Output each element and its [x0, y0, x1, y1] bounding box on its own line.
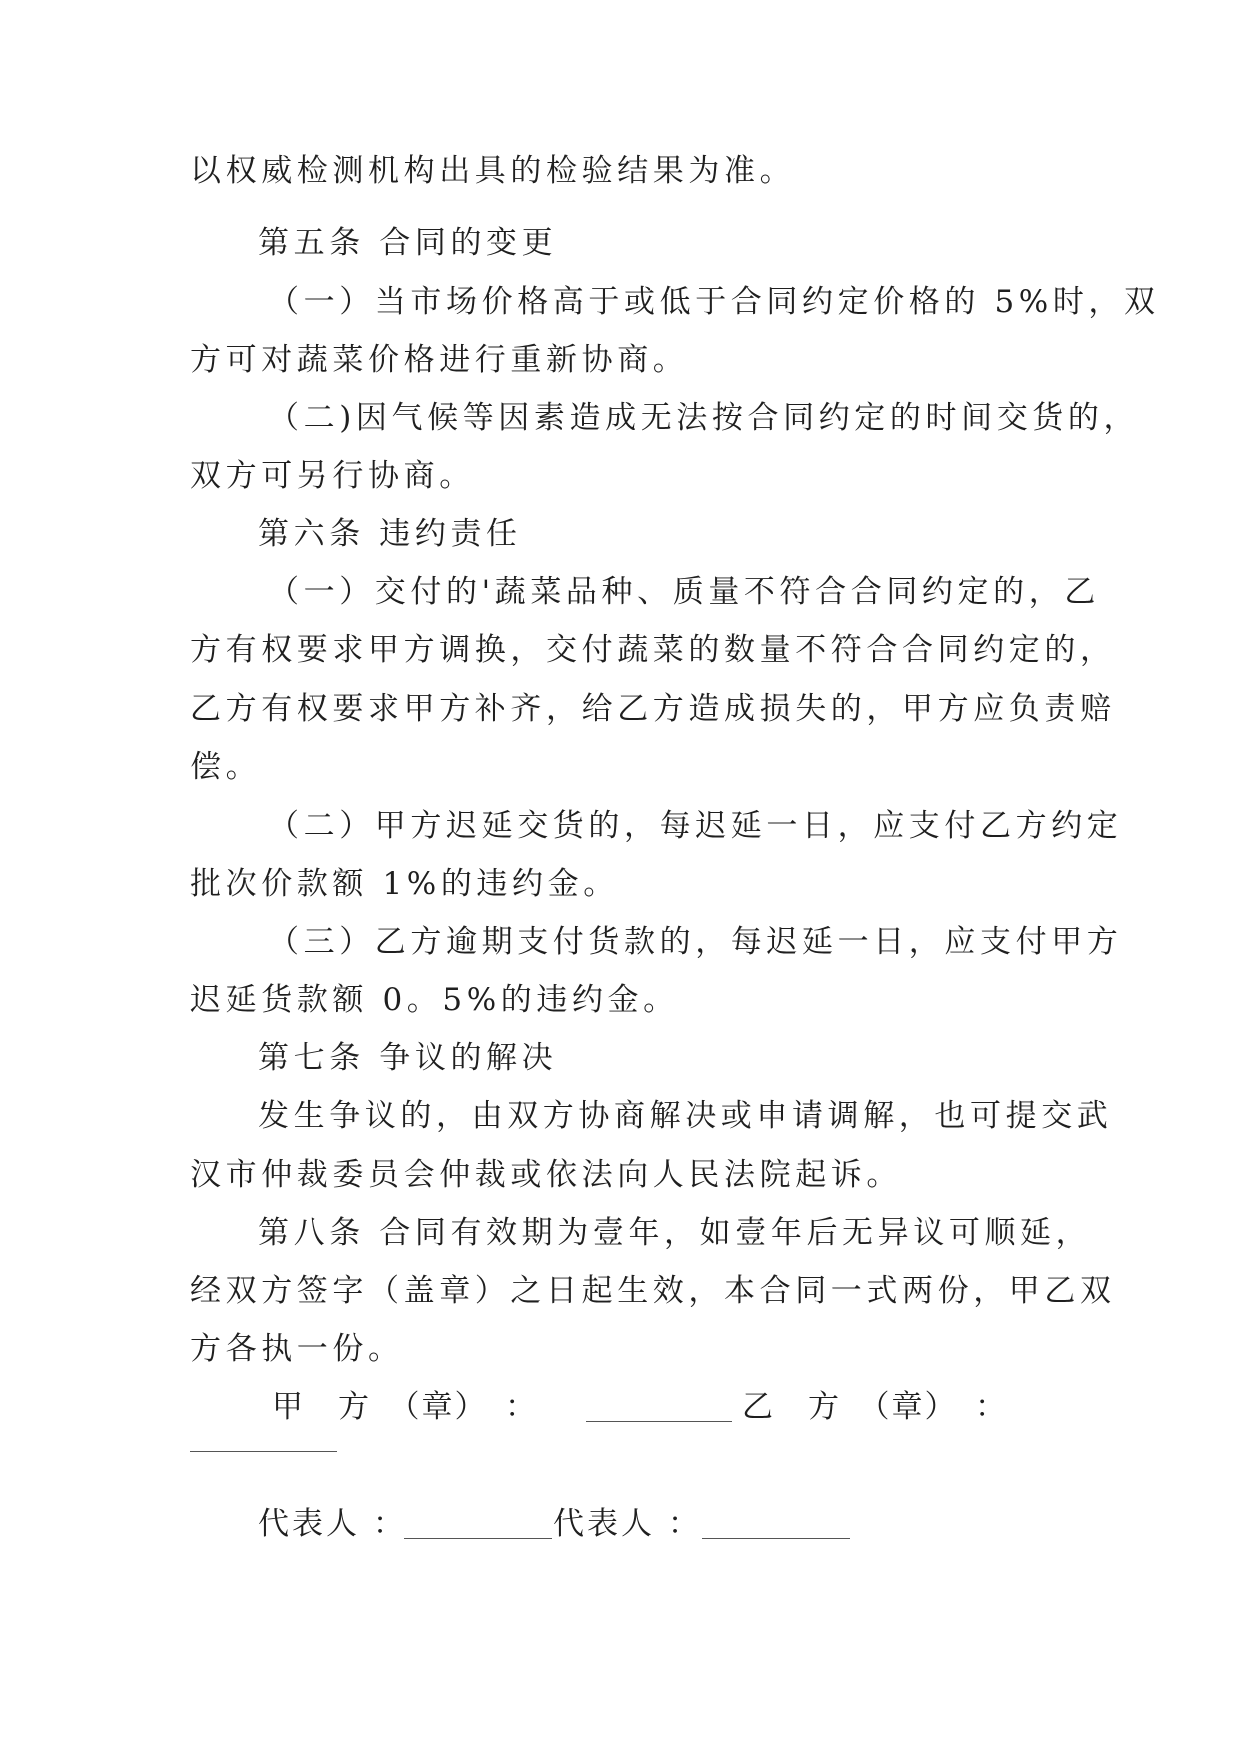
- paragraph-line: 方有权要求甲方调换，交付蔬菜的数量不符合合同约定的，: [190, 632, 1116, 668]
- representative-a-blank: [404, 1516, 552, 1539]
- paragraph-line: 乙方有权要求甲方补齐，给乙方造成损失的，甲方应负责赔: [190, 691, 1116, 727]
- party-b-signature-blank: [190, 1451, 337, 1452]
- paragraph-line: （二)因气候等因素造成无法按合同约定的时间交货的，: [268, 400, 1140, 436]
- party-a-seal-label: 甲 方 （章） ：: [272, 1389, 538, 1425]
- party-b-seal-label: 乙 方 （章） ：: [742, 1389, 1008, 1425]
- paragraph-line: 经双方签字（盖章）之日起生效，本合同一式两份，甲乙双: [190, 1273, 1116, 1309]
- paragraph-line: 批次价款额 1%的违约金。: [190, 866, 619, 902]
- paragraph-line: 方可对蔬菜价格进行重新协商。: [190, 342, 689, 378]
- representative-b-blank: [702, 1516, 850, 1539]
- paragraph-line: 第八条 合同有效期为壹年，如壹年后无异议可顺延，: [258, 1215, 1092, 1251]
- paragraph-line: 方各执一份。: [190, 1331, 404, 1367]
- paragraph-line: 以权威检测机构出具的检验结果为准。: [190, 153, 796, 189]
- paragraph-line: （二）甲方迟延交货的，每迟延一日，应支付乙方约定: [268, 808, 1123, 844]
- section-heading: 第六条 违约责任: [258, 516, 522, 552]
- paragraph-line: （三）乙方逾期支付货款的，每迟延一日，应支付甲方: [268, 924, 1123, 960]
- party-a-signature-blank: [586, 1399, 732, 1422]
- paragraph-line: 发生争议的，由双方协商解决或申请调解，也可提交武: [258, 1098, 1113, 1134]
- paragraph-line: 偿。: [190, 749, 262, 785]
- paragraph-line: （一）交付的'蔬菜品种、质量不符合合同约定的，乙: [268, 574, 1100, 610]
- paragraph-line: 迟延货款额 0。5%的违约金。: [190, 982, 679, 1018]
- representative-b-label: 代表人 ：: [553, 1506, 702, 1542]
- section-heading: 第五条 合同的变更: [258, 225, 558, 261]
- paragraph-line: 汉市仲裁委员会仲裁或依法向人民法院起诉。: [190, 1157, 902, 1193]
- section-heading: 第七条 争议的解决: [258, 1040, 558, 1076]
- paragraph-line: 双方可另行协商。: [190, 458, 475, 494]
- paragraph-line: （一）当市场价格高于或低于合同约定价格的 5%时，双: [268, 284, 1160, 320]
- representative-a-label: 代表人 ：: [258, 1506, 407, 1542]
